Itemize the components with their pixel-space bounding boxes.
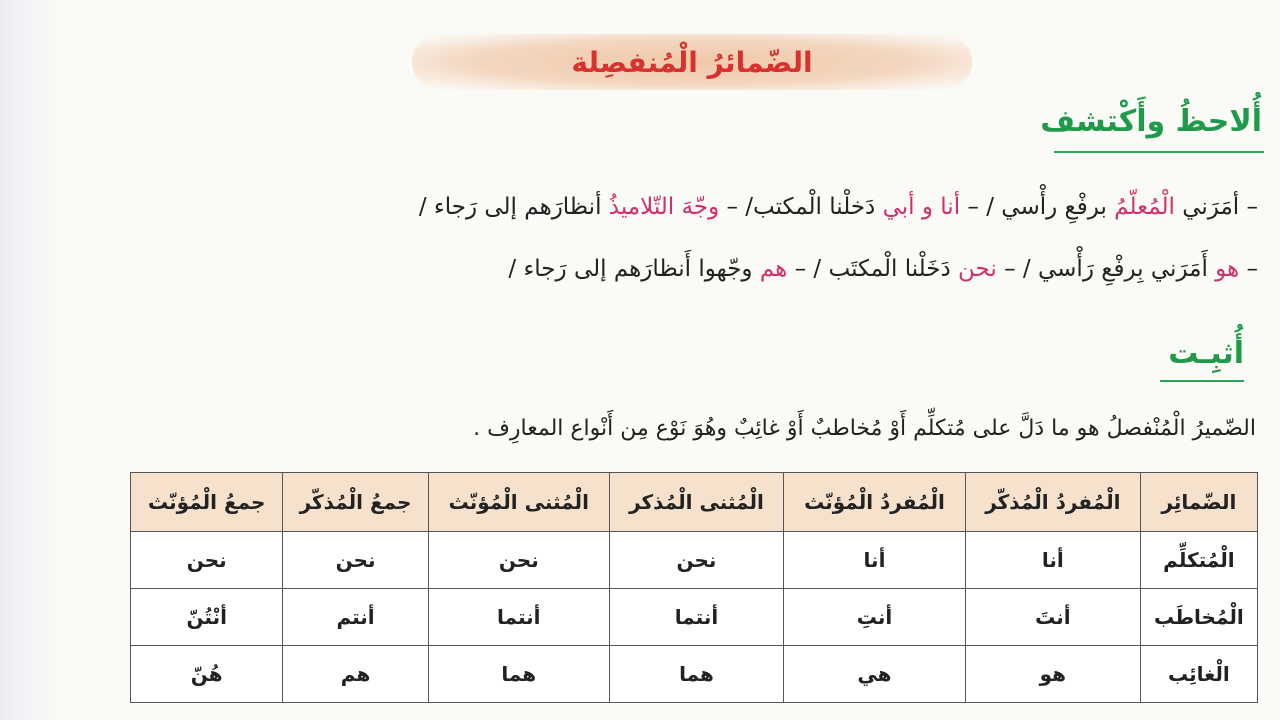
observe-underline: [1054, 151, 1264, 153]
example-line-2: [508, 256, 1258, 282]
pronouns-table: [130, 472, 1258, 703]
table-cell: نحن: [131, 532, 283, 589]
line1-part1: – أمَرَني: [1174, 194, 1258, 220]
definition-text: الضّميرُ الْمُنْفصلُ هو ما دَلَّ على مُتكلِّم أَوْ مُخاطبٌ أَوْ غائِبٌ وهُوَ نَوْع مِن أَنْواع المعارِف .: [473, 416, 1256, 441]
row-label-speaker: الْمُتكلِّم: [1140, 532, 1257, 589]
line1-part3: برفْعِ رأْسي / –: [960, 194, 1115, 220]
observe-heading: أُلاحظُ وأَكْتشف: [1040, 104, 1262, 139]
table-header-row: [131, 473, 1258, 532]
header-pronouns: الضّمائِر: [1140, 473, 1257, 532]
header-plural-fem: جمعُ الْمُؤنّث: [131, 473, 283, 532]
table-cell: أنا: [784, 532, 966, 589]
line1-highlight-2: أنا و أبي: [882, 194, 961, 220]
table-cell: أنتَ: [965, 589, 1140, 646]
table-cell: نحن: [283, 532, 428, 589]
header-singular-fem: الْمُفردُ الْمُؤنّث: [784, 473, 966, 532]
confirm-underline: [1160, 380, 1244, 382]
table-cell: أنْتُنّ: [131, 589, 283, 646]
example-line-1: [419, 194, 1258, 220]
line2-part7: وجّهوا أَنظارَهم إلى رَجاء /: [508, 256, 760, 282]
line2-highlight-3: هم: [759, 256, 788, 282]
table-cell: أنتما: [428, 589, 609, 646]
header-plural-masc: جمعُ الْمُذكّر: [283, 473, 428, 532]
table-cell: هو: [965, 646, 1140, 703]
table-row: [131, 532, 1258, 589]
table-cell: أنا: [965, 532, 1140, 589]
line1-highlight-1: الْمُعلّمُ: [1114, 194, 1175, 220]
confirm-heading: أُثبِـت: [1168, 336, 1244, 371]
header-singular-masc: الْمُفردُ الْمُذكّر: [965, 473, 1140, 532]
table-cell: أنتما: [609, 589, 783, 646]
table-cell: هُنّ: [131, 646, 283, 703]
line2-highlight-2: نحن: [958, 256, 997, 282]
table-cell: هم: [283, 646, 428, 703]
table-cell: أنتم: [283, 589, 428, 646]
line2-part3: أَمَرَني بِرفْعِ رَأْسي / –: [996, 256, 1216, 282]
header-dual-masc: الْمُثنى الْمُذكر: [609, 473, 783, 532]
line1-part5: دَخلْنا الْمكتب/ –: [719, 194, 883, 220]
table-cell: نحن: [428, 532, 609, 589]
table-cell: هما: [428, 646, 609, 703]
row-label-addressee: الْمُخاطَب: [1140, 589, 1257, 646]
line1-part7: أنظارَهم إلى رَجاء /: [418, 194, 609, 220]
table-cell: نحن: [609, 532, 783, 589]
table-row: [131, 646, 1258, 703]
title-banner: [412, 34, 972, 90]
line2-highlight-1: هو: [1215, 256, 1240, 282]
table-row: [131, 589, 1258, 646]
page-title: الضّمائرُ الْمُنفصِلة: [571, 45, 813, 79]
table-cell: أنتِ: [784, 589, 966, 646]
header-dual-fem: الْمُثنى الْمُؤنّث: [428, 473, 609, 532]
line1-highlight-3: وجّهَ التّلاميذُ: [608, 194, 720, 220]
row-label-absent: الْغائِب: [1140, 646, 1257, 703]
table-cell: هي: [784, 646, 966, 703]
table-cell: هما: [609, 646, 783, 703]
line2-part5: دَخَلْنا الْمكتَب / –: [787, 256, 959, 282]
line2-part1: –: [1239, 256, 1258, 282]
page-edge: [0, 0, 58, 720]
